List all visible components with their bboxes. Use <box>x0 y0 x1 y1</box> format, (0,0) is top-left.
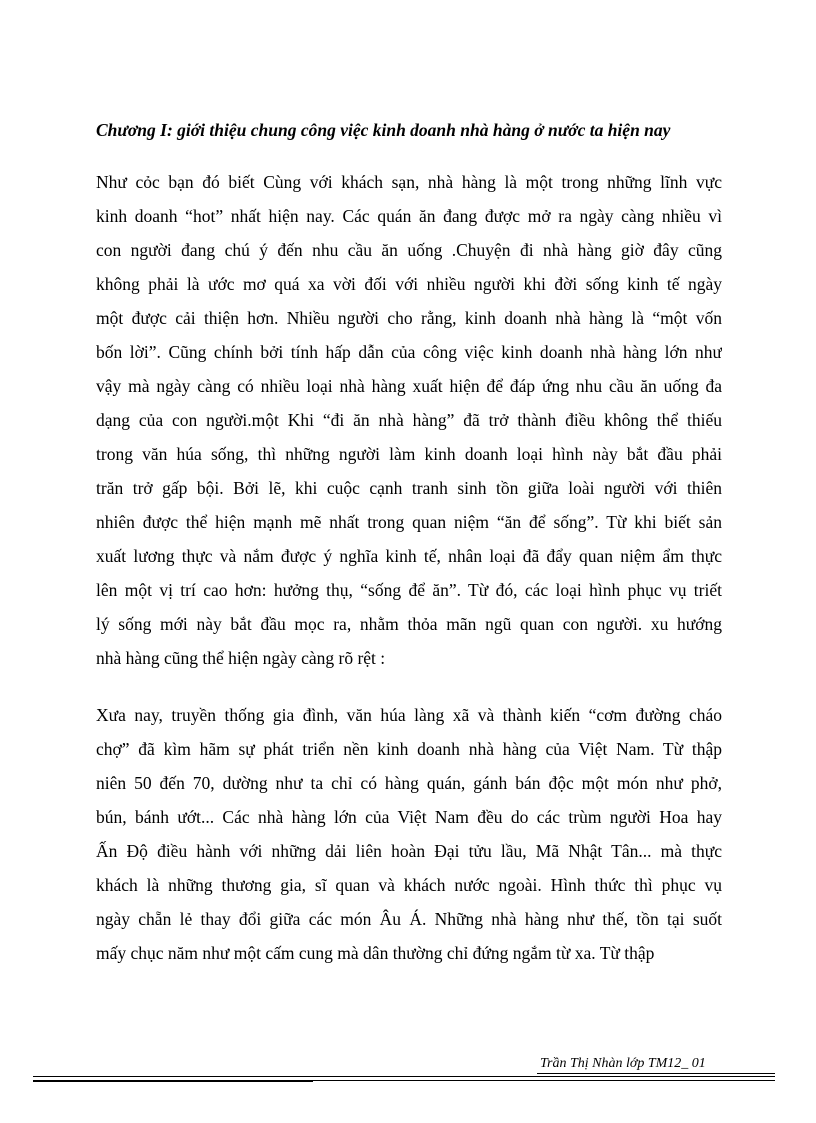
text-line: lên một vị trí cao hơn: hưởng thụ, “sống để ăn”. Từ đó, các loại hình phục vụ triết <box>96 580 722 600</box>
text-line: khách là những thương gia, sĩ quan và khách nước ngoài. Hình thức thì phục vụ <box>96 875 722 895</box>
text-line: vậy mà ngày càng có nhiều loại nhà hàng xuất hiện để đáp ứng nhu cầu ăn uống đa <box>96 376 722 396</box>
text-line: bún, bánh ướt... Các nhà hàng lớn của Việt Nam đều do các trùm người Hoa hay <box>96 807 722 827</box>
text-line: chợ” đã kìm hãm sự phát triển nền kinh doanh nhà hàng của Việt Nam. Từ thập <box>96 739 722 759</box>
text-line: Như cỏc bạn đó biết Cùng với khách sạn, nhà hàng là một trong những lĩnh vực <box>96 172 722 192</box>
text-line: trong văn húa sống, thì những người làm kinh doanh loại hình này bắt đầu phải <box>96 444 722 464</box>
paragraph-2 <box>96 698 722 970</box>
text-line: Xưa nay, truyền thống gia đình, văn húa làng xã và thành kiến “cơm đường cháo <box>96 705 722 725</box>
text-line: xuất lương thực và nắm được ý nghĩa kinh tế, nhân loại đã đẩy quan niệm ẩm thực <box>96 546 722 566</box>
paragraph-1 <box>96 165 722 675</box>
text-line: trăn trở gấp bội. Bởi lẽ, khi cuộc cạnh tranh sinh tồn giữa loài người với thiên <box>96 478 722 498</box>
text-line: kinh doanh “hot” nhất hiện nay. Các quán ăn đang được mở ra ngày càng nhiều vì <box>96 206 722 226</box>
footer-underline <box>537 1073 775 1074</box>
text-line: lý sống mới này bắt đầu mọc ra, nhằm thỏa mãn ngũ quan con người. xu hướng <box>96 614 722 634</box>
text-line: dạng của con người.một Khi “đi ăn nhà hàng” đã trở thành điều không thể thiếu <box>96 410 722 430</box>
text-line: không phải là ước mơ quá xa vời đối với nhiều người khi đời sống kinh tế ngày <box>96 274 722 294</box>
text-line: niên 50 đến 70, dường như ta chỉ có hàng quán, gánh bán độc một món như phở, <box>96 773 722 793</box>
text-line: con người đang chú ý đến nhu cầu ăn uống .Chuyện đi nhà hàng giờ đây cũng <box>96 240 722 260</box>
text-line: một được cải thiện hơn. Nhiều người cho rằng, kinh doanh nhà hàng là “một vốn <box>96 308 722 328</box>
chapter-heading: Chương I: giới thiệu chung công việc kinh doanh nhà hàng ở nước ta hiện nay <box>96 120 671 140</box>
text-line: nhà hàng cũng thể hiện ngày càng rõ rệt : <box>96 648 386 668</box>
text-line: nhiên được thể hiện mạnh mẽ nhất trong quan niệm “ăn để sống”. Từ khi biết sản <box>96 512 722 532</box>
text-line: bốn lời”. Cũng chính bởi tính hấp dẫn của công việc kinh doanh nhà hàng lớn như <box>96 342 722 362</box>
footer-short-rule <box>33 1081 313 1082</box>
text-line: Ấn Độ điều hành với những dải liên hoàn Đại tửu lầu, Mã Nhật Tân... mà thực <box>96 841 722 861</box>
text-line: ngày chẵn lẻ thay đổi giữa các món Âu Á. Những nhà hàng như thế, tồn tại suốt <box>96 909 722 929</box>
text-line: mấy chục năm như một cấm cung mà dân thường chỉ đứng ngắm từ xa. Từ thập <box>96 943 655 963</box>
footer-author: Trần Thị Nhàn lớp TM12_ 01 <box>540 1056 706 1071</box>
